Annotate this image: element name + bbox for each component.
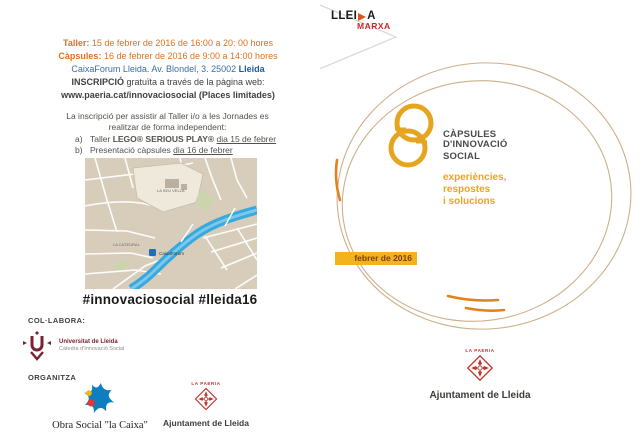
paeria-small-top-label: LA PAERIA bbox=[191, 381, 221, 386]
event-schedule bbox=[18, 37, 318, 102]
inscription-line bbox=[18, 76, 318, 89]
schedule-capsules-line bbox=[18, 50, 318, 63]
udl-chair: Càtedra d'Innovació Social bbox=[59, 346, 125, 352]
map-label-catedral: LA CATEDRAL bbox=[113, 242, 140, 247]
item-a-date: dia 15 de febrer bbox=[216, 134, 277, 144]
inscription-label: INSCRIPCIÓ bbox=[71, 77, 124, 87]
lleida-marxa-part2: A bbox=[367, 10, 376, 22]
udl-text bbox=[59, 339, 124, 353]
organitza-heading: ORGANITZA bbox=[28, 373, 77, 382]
udl-logo bbox=[20, 331, 124, 361]
paeria-small-caption: Ajuntament de Lleida bbox=[163, 418, 249, 428]
taller-datetime: 15 de febrer de 2016 de 16:00 a 20: 00 hores bbox=[89, 38, 273, 48]
tagline-line2: respostes bbox=[443, 184, 491, 195]
registration-item-a bbox=[75, 134, 310, 145]
capsules-datetime: 16 de febrer de 2016 de 9:00 a 14:00 hores bbox=[101, 51, 278, 61]
lleida-marxa-logo bbox=[331, 11, 391, 30]
hashtags: #innovaciosocial #lleida16 bbox=[82, 292, 258, 307]
date-badge: febrer de 2016 bbox=[335, 252, 417, 265]
lleida-marxa-line2: MARXA bbox=[357, 21, 391, 31]
paeria-caption: Ajuntament de Lleida bbox=[429, 390, 531, 401]
udl-symbol-icon bbox=[20, 331, 54, 361]
registration-item-b bbox=[75, 145, 310, 156]
map-label-seu-vella: LA SEU VELLA bbox=[157, 188, 185, 193]
map-label-caixaforum: CaixaForum bbox=[159, 251, 185, 256]
tagline-line3: i solucions bbox=[443, 196, 496, 207]
paeria-emblem-icon bbox=[465, 353, 495, 383]
paeria-logo-small bbox=[158, 381, 254, 428]
registration-instructions bbox=[25, 111, 310, 156]
registration-url: www.paeria.cat/innovaciosocial (Places limitades) bbox=[61, 90, 275, 100]
title-line3: SOCIAL bbox=[443, 151, 481, 162]
lacaixa-logo bbox=[30, 382, 170, 431]
title-line1: CÀPSULES bbox=[443, 129, 497, 140]
venue-city: Lleida bbox=[238, 64, 265, 74]
tagline bbox=[443, 172, 506, 208]
registration-intro-line2: realitzar de forma independent: bbox=[108, 122, 227, 132]
item-b-text: Presentació càpsules bbox=[90, 145, 174, 155]
paeria-emblem-icon bbox=[193, 386, 219, 412]
venue-address: CaixaForum Lleida. Av. Blondel, 3. 25002 bbox=[71, 64, 239, 74]
lacaixa-caption: Obra Social "la Caixa" bbox=[52, 420, 148, 431]
collabora-heading: COL·LABORA: bbox=[28, 316, 86, 325]
map-caixaforum-marker bbox=[149, 249, 156, 256]
item-a-text: Taller bbox=[90, 134, 113, 144]
brochure-title bbox=[443, 130, 507, 162]
lleida-marxa-part1: LLEI bbox=[331, 10, 358, 22]
item-b-prefix: b) bbox=[75, 145, 83, 155]
paeria-logo-large bbox=[428, 348, 532, 401]
tagline-line1: experiències, bbox=[443, 172, 507, 183]
lacaixa-star-icon bbox=[82, 382, 118, 414]
venue-line bbox=[18, 63, 318, 76]
udl-name: Universitat de Lleida bbox=[59, 339, 118, 345]
schedule-taller-line bbox=[18, 37, 318, 50]
lleida-marxa-triangle-icon bbox=[358, 13, 366, 21]
item-b-date: dia 16 de febrer bbox=[173, 145, 233, 155]
item-a-prefix: a) bbox=[75, 134, 83, 144]
inscription-text: gratuïta a través de la pàgina web: bbox=[123, 77, 265, 87]
title-line2: D'INNOVACIÓ bbox=[443, 138, 508, 150]
paeria-top-label: LA PAERIA bbox=[465, 348, 495, 353]
registration-items bbox=[75, 134, 310, 156]
capsules-monogram-icon bbox=[386, 102, 436, 170]
location-map bbox=[85, 158, 257, 289]
item-a-product: LEGO® SERIOUS PLAY® bbox=[112, 134, 217, 144]
capsules-label: Càpsules: bbox=[58, 51, 102, 61]
taller-label: Taller: bbox=[63, 38, 90, 48]
registration-intro-line1: La inscripció per assistir al Taller i/o a les Jornades es bbox=[66, 111, 269, 121]
